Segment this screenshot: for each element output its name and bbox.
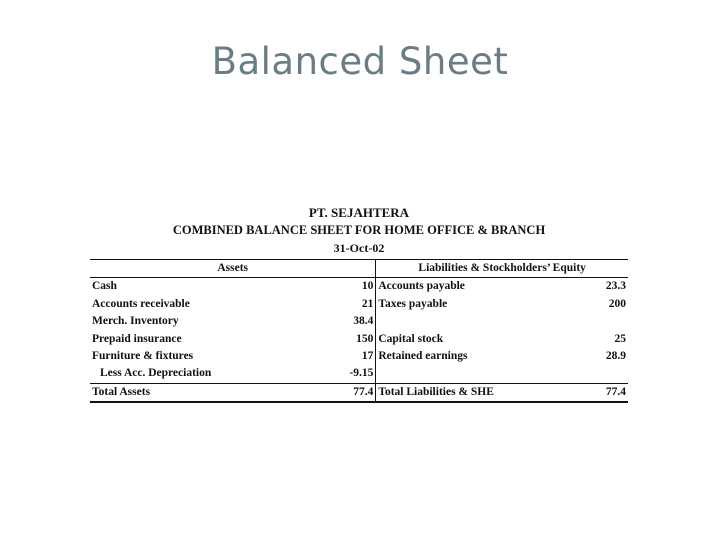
total-liabilities-label: Total Liabilities & SHE [376,383,571,402]
sheet-subtitle: COMBINED BALANCE SHEET FOR HOME OFFICE & BRANCH [172,223,546,237]
liability-amount [571,365,628,383]
asset-label: Prepaid insurance [92,332,182,345]
asset-label: Merch. Inventory [92,315,179,328]
liability-amount: 23.3 [605,280,626,293]
asset-label: Less Acc. Depreciation [100,367,212,380]
liability-amount: 25 [614,332,626,345]
total-assets-amount: 77.4 [309,383,375,402]
table-row [90,296,628,313]
liability-label: Retained earnings [378,350,468,363]
table-row [90,365,628,383]
liability-amount: 28.9 [605,350,626,363]
assets-header: Assets [90,260,376,278]
liability-label: Accounts payable [378,280,465,293]
table-row [90,348,628,365]
slide-title: Balanced Sheet [211,40,509,83]
liability-amount: 200 [608,297,626,310]
asset-amount: 38.4 [309,313,375,330]
total-liabilities-amount: 77.4 [571,383,628,402]
table-row [90,331,628,348]
asset-amount: 17 [309,348,375,365]
liability-label [376,365,571,383]
asset-amount: 150 [309,331,375,348]
liability-label: Capital stock [378,332,444,345]
asset-label: Furniture & fixtures [92,350,194,363]
sheet-date: 31-Oct-02 [333,241,385,255]
asset-label: Accounts receivable [92,297,190,310]
liability-label: Taxes payable [378,297,448,310]
table-row [90,313,628,330]
liability-amount [571,313,628,330]
liabilities-header: Liabilities & Stockholders’ Equity [376,260,628,278]
balance-table [90,259,628,403]
table-row [90,278,628,296]
asset-amount: 21 [309,296,375,313]
liability-label [376,313,571,330]
company-name: PT. SEJAHTERA [308,205,410,220]
total-assets-label: Total Assets [90,383,309,402]
asset-amount: -9.15 [309,365,375,383]
table-header-row [90,260,628,278]
asset-amount: 10 [309,278,375,296]
total-row [90,383,628,402]
asset-label: Cash [92,280,117,293]
